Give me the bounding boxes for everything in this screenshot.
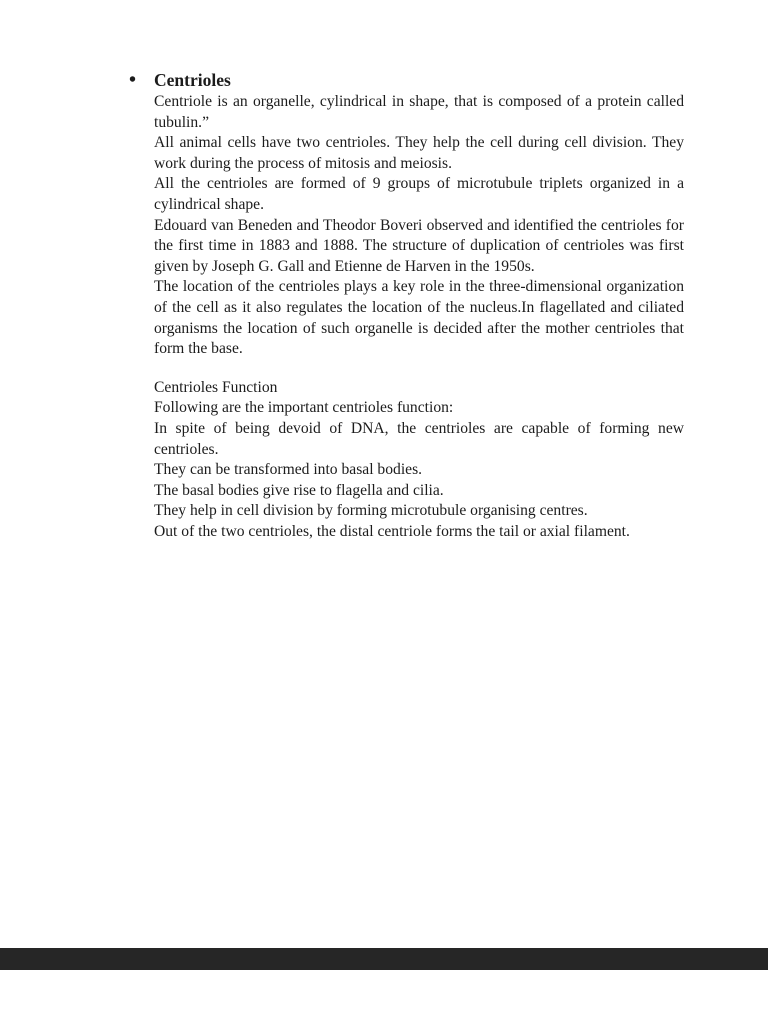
paragraph: Edouard van Beneden and Theodor Boveri observed and identified the centrioles for the first time in 1883 and 1888. The structure of duplication of centrioles was first given by Joseph G. Gall and Etienne de Harven in the 1950s. (154, 216, 684, 275)
function-item: In spite of being devoid of DNA, the centrioles are capable of forming new centrioles. (154, 419, 684, 458)
bottom-bar (0, 948, 768, 970)
paragraph: Centriole is an organelle, cylindrical in shape, that is composed of a protein called tubulin.” (154, 93, 684, 131)
spacer (154, 360, 684, 378)
functions-intro: Following are the important centrioles function: (154, 399, 454, 417)
paragraph: All animal cells have two centrioles. They help the cell during cell division. They work during the process of mitosis and meiosis. (154, 134, 684, 172)
paragraph: All the centrioles are formed of 9 groups of microtubule triplets organized in a cylindrical shape. (154, 175, 684, 213)
document-body (129, 68, 684, 542)
bullet-icon: • (129, 69, 137, 91)
function-item: Out of the two centrioles, the distal centriole forms the tail or axial filament. (154, 522, 630, 540)
function-item: The basal bodies give rise to flagella and cilia. (154, 481, 444, 499)
section-title: Centrioles (154, 70, 231, 90)
paragraph: The location of the centrioles plays a key role in the three-dimensional organization of the cell as it also regulates the location of the nucleus.In flagellated and ciliated organisms the location of such organelle is decided after the mother centrioles that form the base. (154, 278, 684, 358)
function-item: They can be transformed into basal bodies. (154, 461, 423, 479)
function-item: They help in cell division by forming microtubule organising centres. (154, 502, 588, 520)
functions-title: Centrioles Function (154, 378, 278, 396)
